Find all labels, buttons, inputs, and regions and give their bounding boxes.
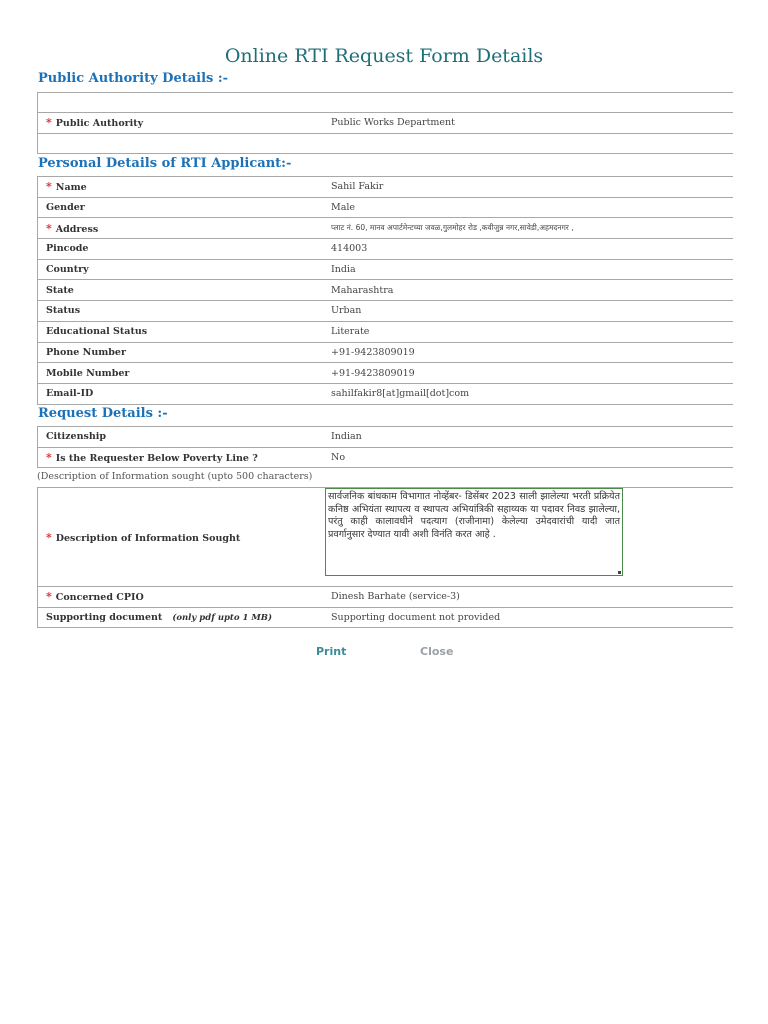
required-mark: * [46, 221, 52, 235]
spacer-row [38, 93, 734, 113]
mobile-value: +91-9423809019 [323, 363, 733, 384]
document-row [38, 607, 734, 628]
pincode-row [38, 239, 734, 260]
section-title-request: Request Details :- [38, 406, 168, 421]
citizenship-value: Indian [323, 427, 733, 448]
required-mark: * [46, 590, 52, 604]
phone-value: +91-9423809019 [323, 342, 733, 363]
state-row [38, 280, 734, 301]
public-authority-label: * Public Authority [38, 113, 324, 134]
name-label: * Name [38, 177, 324, 198]
status-value: Urban [323, 301, 733, 322]
pincode-value: 414003 [323, 239, 733, 260]
request-table [37, 426, 733, 468]
name-row [38, 177, 734, 198]
applicant-table [37, 176, 733, 405]
email-row [38, 383, 734, 404]
description-row [38, 488, 734, 587]
address-value: प्लाट नं. 60, मानव अपार्टमेन्टच्या जवळ,गुलमोहर रोड ,कवीजुन्न नगर,सावेडी,अहमदनगर , [323, 218, 733, 239]
email-label: Email-ID [38, 383, 324, 404]
description-table [37, 487, 733, 628]
document-value: Supporting document not provided [323, 607, 733, 628]
required-mark: * [46, 451, 52, 465]
country-value: India [323, 259, 733, 280]
public-authority-value: Public Works Department [323, 113, 733, 134]
state-value: Maharashtra [323, 280, 733, 301]
gender-value: Male [323, 197, 733, 218]
name-value: Sahil Fakir [323, 177, 733, 198]
spacer-row [38, 133, 734, 153]
address-label: * Address [38, 218, 324, 239]
resize-handle-icon[interactable] [618, 571, 621, 574]
phone-label: Phone Number [38, 342, 324, 363]
description-label: * Description of Information Sought [38, 488, 324, 587]
state-label: State [38, 280, 324, 301]
cpio-label: * Concerned CPIO [38, 587, 324, 608]
gender-label: Gender [38, 197, 324, 218]
public-authority-row [38, 113, 734, 134]
required-mark: * [46, 116, 52, 130]
pincode-label: Pincode [38, 239, 324, 260]
gender-row [38, 197, 734, 218]
bpl-value: No [323, 447, 733, 468]
section-title-public-authority: Public Authority Details :- [38, 71, 229, 86]
cpio-row [38, 587, 734, 608]
citizenship-label: Citizenship [38, 427, 324, 448]
education-value: Literate [323, 321, 733, 342]
address-row [38, 218, 734, 239]
required-mark: * [46, 180, 52, 194]
cpio-value: Dinesh Barhate (service-3) [323, 587, 733, 608]
description-note: (Description of Information sought (upto 500 characters) [37, 471, 313, 482]
description-cell [323, 488, 733, 587]
mobile-row [38, 363, 734, 384]
page-title: Online RTI Request Form Details [224, 45, 544, 67]
status-label: Status [38, 301, 324, 322]
print-button[interactable]: Print [316, 645, 347, 658]
required-mark: * [46, 530, 52, 544]
public-authority-table [37, 92, 733, 154]
bpl-row [38, 447, 734, 468]
country-label: Country [38, 259, 324, 280]
education-row [38, 321, 734, 342]
email-value: sahilfakir8[at]gmail[dot]com [323, 383, 733, 404]
document-label: Supporting document (only pdf upto 1 MB) [38, 607, 324, 628]
document-size-note: (only pdf upto 1 MB) [172, 613, 272, 624]
status-row [38, 301, 734, 322]
description-text: सार्वजनिक बांधकाम विभागात नोव्हेंबर- डिसेंबर 2023 साली झालेल्या भरती प्रक्रियेत कनिष्ठ अभियंता स्थापत्य व स्थापत्य अभियांत्रिकी सहाय्यक या पदावर निवड झालेल्या, परंतु काही कालावधीने पदत्याग (राजीनामा) केलेल्या उमेदवारांची यादी जात प्रवर्गानुसार देण्यात यावी अशी विनंति करत आहे . [328, 491, 620, 540]
section-title-personal: Personal Details of RTI Applicant:- [38, 156, 292, 171]
country-row [38, 259, 734, 280]
mobile-label: Mobile Number [38, 363, 324, 384]
bpl-label: * Is the Requester Below Poverty Line ? [38, 447, 324, 468]
citizenship-row [38, 427, 734, 448]
close-button[interactable]: Close [420, 645, 454, 658]
education-label: Educational Status [38, 321, 324, 342]
description-textarea[interactable] [325, 488, 623, 576]
phone-row [38, 342, 734, 363]
